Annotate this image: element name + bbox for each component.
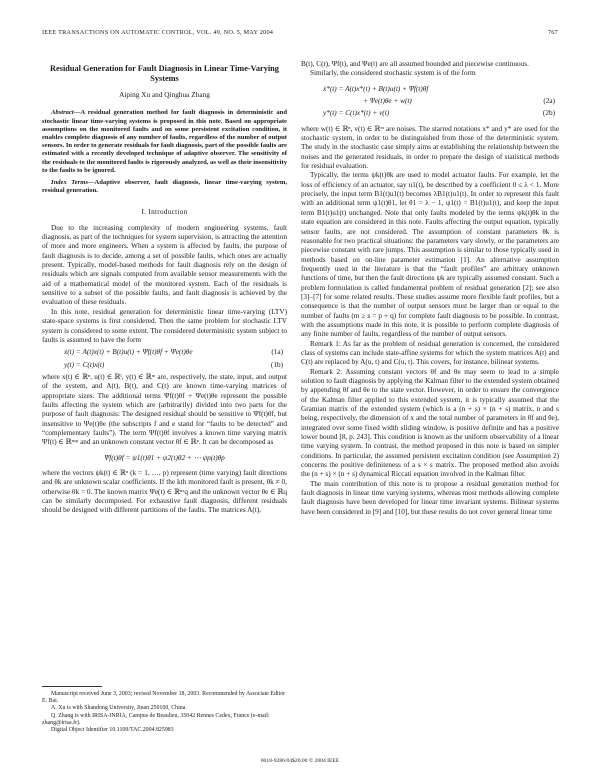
equation-number: (1a): [271, 348, 283, 357]
section-heading: I. Introduction: [141, 208, 188, 217]
equation-number: (2b): [542, 109, 555, 118]
equation-2b: [301, 109, 559, 118]
paragraph: Typically, the terms ψk(t)θk are used to model actuator faults. For example, let the loss of efficiency of an actuator, say u1(t), be described by a coefficient 0 ≤ λ < 1. More precisely, the input term B1(t)u1(t) becomes λB1(t)u1(t). In order to represent this fault with an additional term ψ1(t)θ1, let θ1 = λ − 1, ψ1(t) = B1(t)u1(t), and keep the input term B1(t)u1(t) unchanged. Note that only faults modeled by the terms ψk(t)θk in the state equation are considered in this note. Faults affecting the output equation, typically sensor faults, are not considered. The assumption of constant parameters θk is reasonable for two practical situations: the parameters vary slowly, or the parameters are piecewise constant with rare jumps. This assumption is similar to those typically used in methods based on on-line parameter estimation [1]. An alternative assumption frequently used in the literature is that the “fault profiles” are arbitrary unknown functions of time, but then the fault directions ψk are typically assumed constant. Such a problem formulation is called fundamental problem of residual generation [2]; see also [3]–[7] for some related results. These studies assume more flexible fault profiles, but a consequence is that the number of output sensors must be larger than or equal to the number of faults (m ≥ s = p + q) for complete fault diagnosis to be possible. In contrast, with the assumptions made in this note, it is possible to perform complete diagnosis of any finite number of faults, regardless of the number of output sensors.: [301, 171, 559, 339]
page-number: 767: [547, 29, 558, 36]
equation-body: + Ψe(t)θe + w(t): [363, 97, 412, 106]
equation-1b: [42, 361, 287, 370]
footnote: [42, 691, 287, 734]
paragraph: In this note, residual generation for deterministic linear time-varying (LTV) state-space systems is first considered. Then the same problem for stochastic LTV system is considered to some extent. The considered deterministic system subject to faults is assumed to have the form: [42, 307, 287, 344]
equation-body: Ψf(t)θf = ψ1(t)θ1 + ψ2(t)θ2 + ⋯ ψp(t)θp: [104, 453, 225, 462]
footnote-rule: [42, 686, 102, 687]
footnote-line: Q. Zhang is with IRISA-INRIA, Campus de Beaulieu, 35042 Rennes Cedex, France (e-mail: zhang@irisa.fr).: [42, 712, 270, 726]
remark-1: Remark 1: As far as the problem of residual generation is concerned, the considered class of systems can include state-affine systems for which the system matrices A(t) and C(t) are replaced by A(u, t) and C(u, t). This covers, for instance, bilinear systems.: [301, 339, 559, 367]
equation-2a-cont: [301, 97, 559, 106]
index-terms-text: Adaptive observer, fault diagnosis, linear time-varying system, residual generation.: [42, 178, 287, 195]
abstract: Abstract—A residual generation method for fault diagnosis in deterministic and stochastic linear time-varying systems is proposed in this note. Based on appropriate assumptions on the monitored faults and on some persistent excitation condition, it enables complete diagnosis of any number of faults, regardless of the number of output sensors. In order to generate residuals for fault diagnosis, part of the possible faults are estimated with a recently developed technique of adaptive observer. The sensitivity of the residuals to the monitored faults is rigorously analyzed, as well as their insensitivity to the faults to be ignored.: [42, 109, 287, 174]
running-header: [42, 29, 558, 39]
equation-decomposition: [42, 454, 287, 463]
paragraph: The main contribution of this note is to propose a residual generation method for fault diagnosis in linear time varying systems, whereas most methods allowing complete fault diagnosis have been developed for linear time invariant systems. Bilinear systems have been considered in [9] and [10], but these results do not cover general linear time: [301, 479, 559, 516]
paragraph: Due to the increasing complexity of modern engineering systems, fault diagnosis, as part of the techniques for system supervision, is attracting the attention of more and more engineers. When a system is affected by faults, the purpose of fault diagnosis is to decide, among a set of possible faults, which ones are actually present. Typically, model-based methods for fault diagnosis rely on the design of residuals which are signals computed from available sensor measurements with the aid of a mathematical model of the monitored system. Each of the residuals is sensitive to a subset of the possible faults, and fault diagnosis is achieved by the evaluation of these residuals.: [42, 223, 287, 307]
footnote-line: A. Xu is with Shandong University, Jinan 250100, China.: [51, 705, 187, 712]
footnote-line: Manuscript received June 3, 2003; revised November 18, 2003. Recommended by Associate Editor E. Bai.: [42, 691, 286, 705]
equation-2a: [301, 85, 559, 94]
copyright-footer: 0018-9286/04$20.00 © 2004 IEEE: [260, 758, 340, 764]
footnote-line: Digital Object Identifier 10.1109/TAC.2004.825983: [51, 727, 174, 734]
equation-body: ẋ(t) = A(t)x(t) + B(t)u(t) + Ψf(t)θf + Ψe(t)θe: [64, 348, 193, 357]
equation-number: (1b): [270, 360, 283, 369]
paragraph: where w(t) ∈ ℝⁿ, v(t) ∈ ℝᵐ are noises. The starred notations x* and y* are used for the stochastic system, in order to be distinguished from those of the deterministic system. The study in the stochastic case simply aims at establishing the relationship between the noises and the generated residuals, in order to prepare the design of statistical methods for residual evaluation.: [301, 124, 559, 171]
equation-number: (2a): [543, 97, 555, 106]
remark-2: Remark 2: Assuming constant vectors θf and θe may seem to lead to a simple solution to fault diagnosis by applying the Kalman filter to the extended system obtained by appending θf and θe to the state vector. However, in order to ensure the convergence of the Kalman filter applied to this extended system, it is typically assumed that the Gramian matrix of the extended system (which is a (n + s) × (n + s) matrix, n and s being, respectively, the dimension of x and the total number of parameters in θf and θe), integrated over some fixed width sliding window, is positive definite and has a positive lower bound [8, p. 243]. This condition is known as the uniform observability of a linear time varying system. In contrast, the method proposed in this note is based on simpler conditions. In particular, the assumed persistent excitation condition (see Assumption 2) concerns the positive definiteness of a s × s matrix. The proposed method also avoids the (n + s) × (n + s) dynamical Riccati equation involved in the Kalman filter.: [301, 367, 559, 479]
index-terms: Index Terms—Adaptive observer, fault diagnosis, linear time-varying system, residual generation.: [42, 178, 287, 195]
index-terms-label: Index Terms: [51, 178, 88, 186]
paragraph: Similarly, the considered stochastic system is of the form: [310, 69, 476, 78]
paragraph: B(t), C(t), Ψf(t), and Ψe(t) are all assumed bounded and piecewise continuous.: [301, 60, 529, 68]
right-column: [301, 60, 559, 517]
left-column: [42, 60, 287, 516]
paragraph: where the vectors ψk(t) ∈ ℝⁿ (k = 1, …, p) represent (time varying) fault directions and θk are unknown scalar coefficients. If the kth monitored fault is present, θk ≠ 0, otherwise θk = 0. The known matrix Ψe(t) ∈ ℝⁿˣq and the unknown vector θe ∈ ℝq can be similarly decomposed. For exhaustive fault diagnosis, different residuals should be designed with different partitions of the faults. The matrices A(t),: [42, 468, 287, 515]
equation-body: y(t) = C(t)x(t): [64, 360, 105, 369]
abstract-label: Abstract: [51, 109, 74, 117]
equation-body: ẋ*(t) = A(t)x*(t) + B(t)u(t) + Ψf(t)θf: [323, 84, 429, 93]
journal-header: IEEE TRANSACTIONS ON AUTOMATIC CONTROL, VOL. 49, NO. 5, MAY 2004: [42, 29, 274, 36]
paper-authors: Aiping Xu and Qinghua Zhang: [119, 90, 210, 99]
equation-1a: [42, 348, 287, 357]
abstract-text: A residual generation method for fault diagnosis in deterministic and stochastic linear time-varying systems is proposed in this note. Based on appropriate assumptions on the monitored faults and on some persistent excitation condition, it enables complete diagnosis of any number of faults, regardless of the number of output sensors. In order to generate residuals for fault diagnosis, part of the possible faults are estimated with a recently developed technique of adaptive observer. The sensitivity of the residuals to the monitored faults is rigorously analyzed, as well as their insensitivity to the faults to be ignored.: [42, 109, 287, 174]
paper-title: Residual Generation for Fault Diagnosis in Linear Time-Varying Systems: [50, 64, 279, 83]
equation-body: y*(t) = C(t)x*(t) + v(t): [323, 109, 390, 118]
paragraph: where x(t) ∈ ℝⁿ, u(t) ∈ ℝˡ, y(t) ∈ ℝᵐ are, respectively, the state, input, and output of the system, and A(t), B(t), and C(t) are known time-varying matrices of appropriate sizes. The additional terms Ψf(t)θf + Ψe(t)θe represent the possible faults affecting the system which are (arbitrarily) divided into two parts for the purpose of fault diagnosis: The designed residual should be sensitive to Ψf(t)θf, but insensitive to Ψe(t)θe (the subscripts f and e stand for “faults to be detected” and “complementary faults”). The term Ψf(t)θf involves a known time varying matrix Ψf(t) ∈ ℝⁿˣᵖ and an unknown constant vector θf ∈ ℝᵖ. It can be decomposed as: [42, 372, 287, 447]
